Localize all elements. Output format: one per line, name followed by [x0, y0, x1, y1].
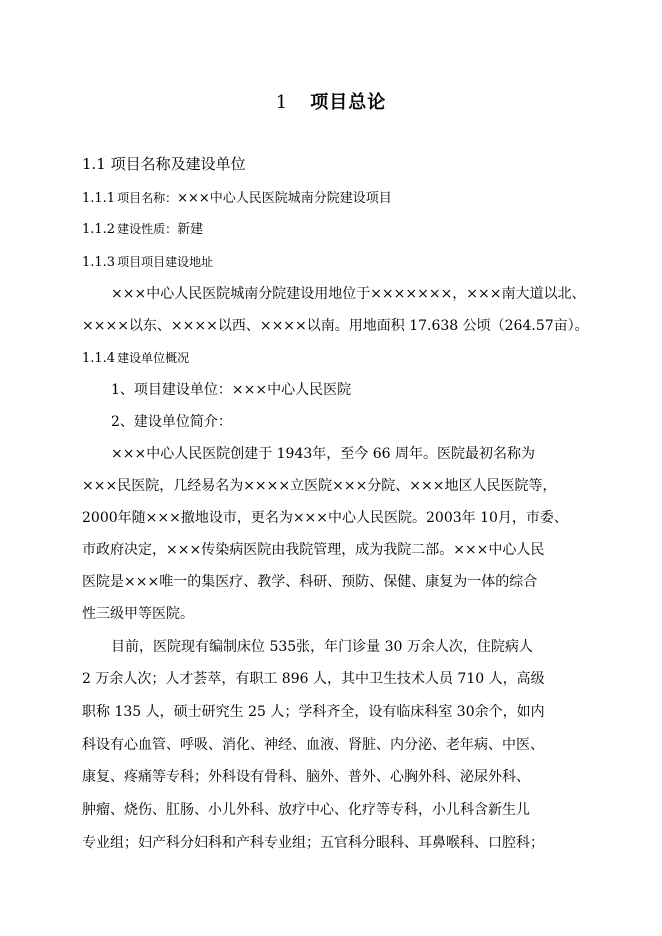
chapter-number: 1	[275, 92, 289, 113]
paragraph-line: ××××以东、××××以西、××××以南。用地面积 17.638 公顷（264.57亩）。	[82, 318, 589, 334]
field-value: ×××中心人民医院城南分院建设项目	[177, 191, 392, 206]
field-label: 建设性质：	[117, 222, 178, 236]
field-label: 建设单位概况	[117, 351, 190, 365]
paragraph-line: ×××中心人民医院城南分院建设用地位于×××××××，×××南大道以北、	[111, 286, 586, 302]
chapter-title-text: 项目总论	[310, 92, 387, 113]
section-number: 1.1.1	[82, 191, 116, 206]
section-heading-1-1	[82, 155, 246, 173]
paragraph-line: 医院是×××唯一的集医疗、教学、科研、预防、保健、康复为一体的综合	[82, 574, 538, 590]
section-number: 1.1	[82, 155, 106, 173]
paragraph-line: 2 万余人次；人才荟萃，有职工 896 人，其中卫生技术人员 710 人，高级	[82, 671, 545, 687]
list-item: 2、建设单位简介：	[111, 414, 232, 430]
paragraph-line: 科设有心血管、呼吸、消化、神经、血液、肾脏、内分泌、老年病、中医、	[82, 737, 544, 753]
paragraph-line: 2000年随×××撤地设市，更名为×××中心人民医院。2003年 10月，市委、	[82, 510, 568, 526]
section-title: 项目名称及建设单位	[110, 155, 246, 173]
section-heading-1-1-3	[82, 253, 213, 272]
field-value: 新建	[177, 222, 204, 237]
paragraph-line: 市政府决定，×××传染病医院由我院管理，成为我院二部。×××中心人民	[82, 542, 545, 558]
paragraph-line: ×××民医院，几经易名为××××立医院×××分院、×××地区人民医院等，	[82, 478, 557, 494]
paragraph-line: 专业组；妇产科分妇科和产科专业组；五官科分眼科、耳鼻喉科、口腔科；	[82, 835, 544, 851]
paragraph-line: 职称 135 人，硕士研究生 25 人；学科齐全，设有临床科室 30余个，如内	[82, 704, 545, 720]
field-label: 项目项目建设地址	[117, 255, 214, 269]
section-heading-1-1-2	[82, 220, 203, 239]
section-heading-1-1-1	[82, 189, 392, 208]
section-heading-1-1-4	[82, 349, 189, 368]
list-item: 1、项目建设单位：×××中心人民医院	[111, 382, 352, 398]
chapter-title	[0, 88, 662, 114]
section-number: 1.1.3	[82, 255, 116, 270]
paragraph-line: ×××中心人民医院创建于 1943年，至今 66 周年。医院最初名称为	[111, 446, 535, 462]
paragraph-line: 肿瘤、烧伤、肛肠、小儿外科、放疗中心、化疗等专科，小儿科含新生儿	[82, 802, 530, 818]
paragraph-line: 康复、疼痛等专科；外科设有骨科、脑外、普外、心胸外科、泌尿外科、	[82, 769, 530, 785]
section-number: 1.1.4	[82, 351, 116, 366]
section-number: 1.1.2	[82, 222, 116, 237]
paragraph-line: 目前，医院现有编制床位 535张，年门诊量 30 万余人次，住院病人	[111, 639, 533, 655]
paragraph-line: 性三级甲等医院。	[82, 606, 194, 622]
field-label: 项目名称：	[117, 191, 178, 205]
